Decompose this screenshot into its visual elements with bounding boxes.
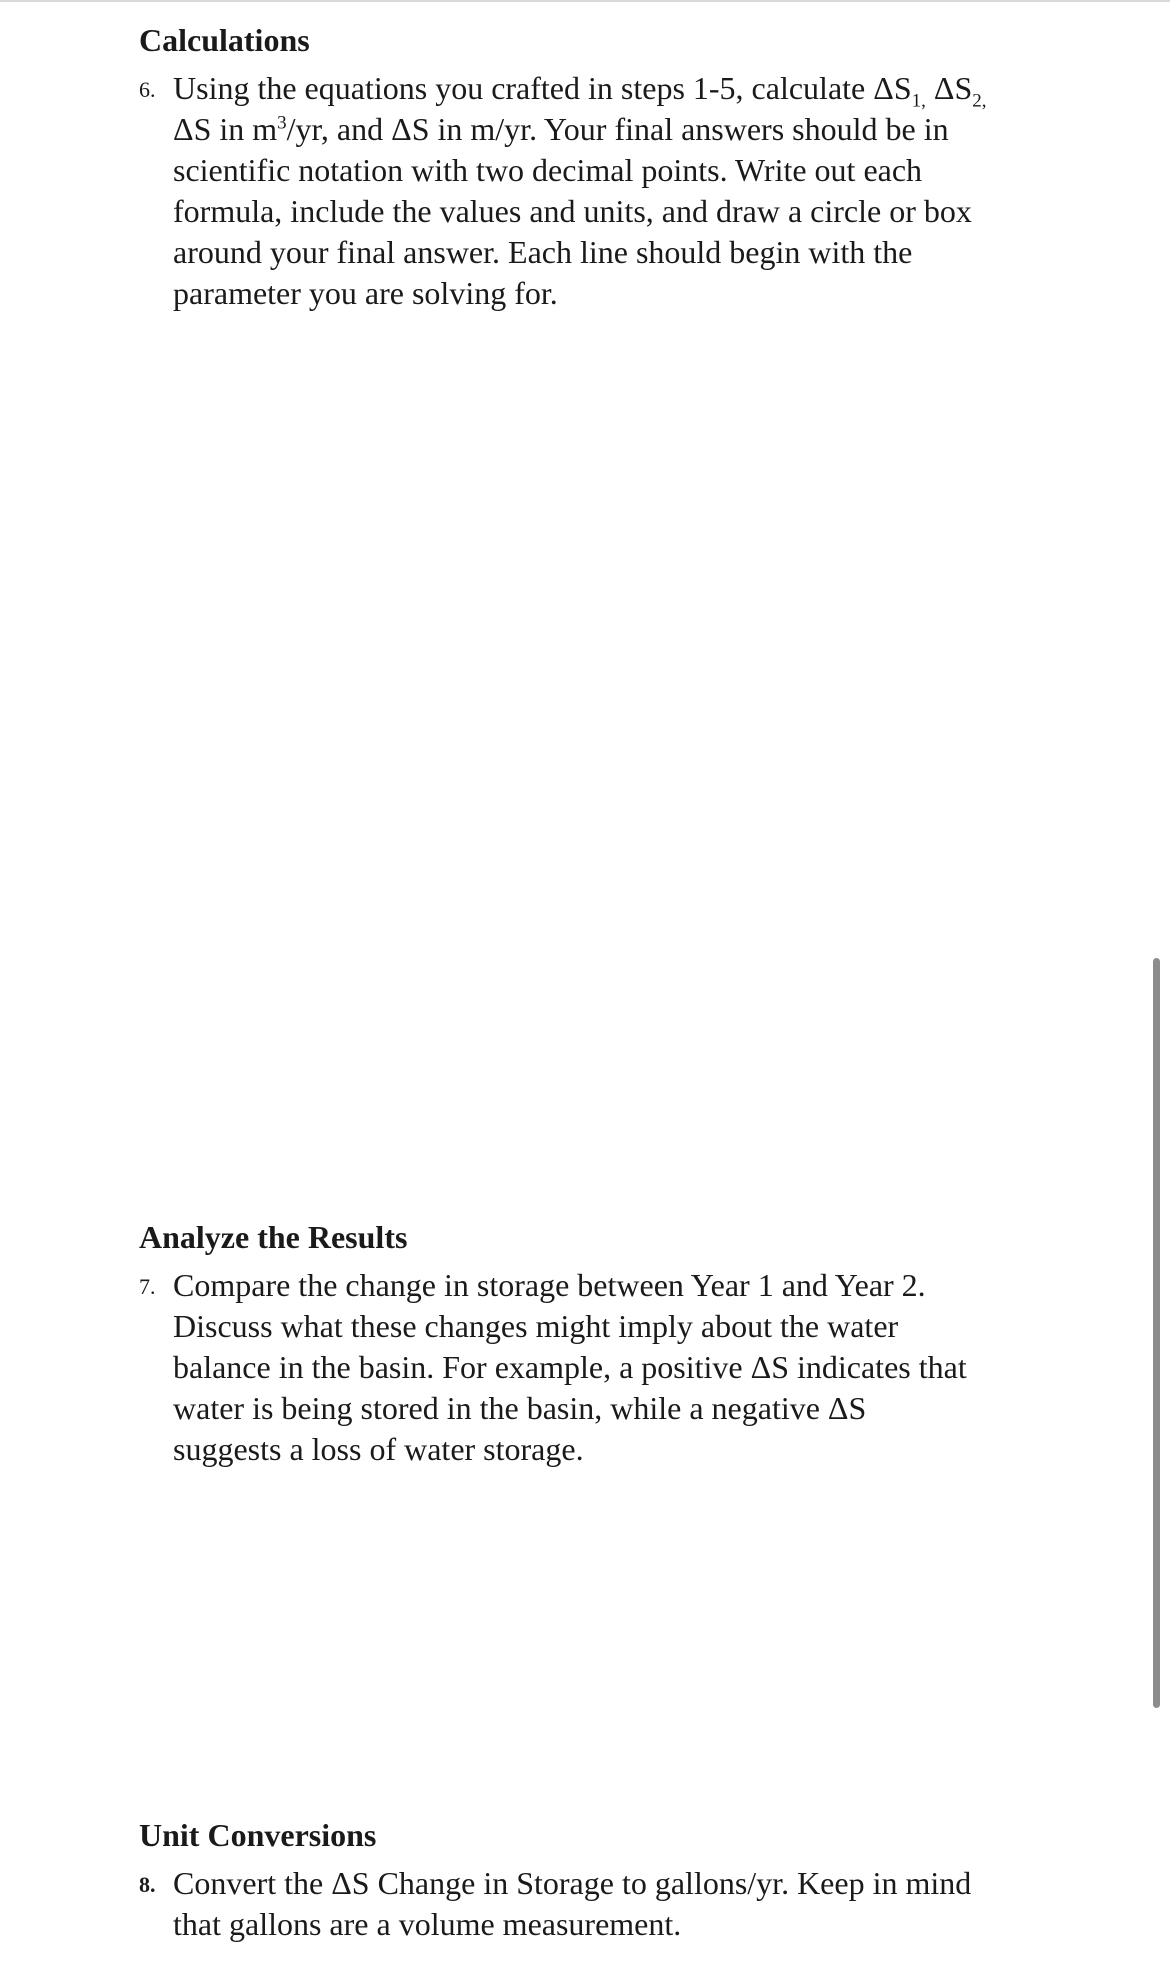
subscript-2: 2,: [972, 90, 987, 112]
question-7-line-1: Compare the change in storage between Year 1 and Year 2.: [173, 1267, 926, 1303]
question-8: [139, 1863, 1039, 1945]
question-7-line-2: Discuss what these changes might imply about the water: [173, 1308, 899, 1344]
vertical-scrollbar[interactable]: [1153, 958, 1160, 1708]
question-6: [139, 68, 1039, 314]
question-6-line-2-pre: ΔS in m: [173, 111, 278, 147]
question-6-line-2: [173, 109, 1039, 150]
top-divider: [0, 0, 1170, 2]
question-7-line-5: suggests a loss of water storage.: [173, 1431, 584, 1467]
question-7: [139, 1265, 1039, 1470]
analyze-heading: Analyze the Results: [139, 1219, 408, 1255]
question-7-number: 7.: [139, 1274, 156, 1299]
question-6-line-1-mid: ΔS: [925, 70, 973, 106]
unit-conversions-section: [139, 1815, 1039, 1945]
question-6-line-1: [173, 68, 1039, 112]
question-7-line-3: balance in the basin. For example, a positive ΔS indicates that: [173, 1349, 967, 1385]
question-8-line-2: that gallons are a volume measurement.: [173, 1906, 682, 1942]
question-6-line-6: parameter you are solving for.: [173, 275, 558, 311]
question-7-line-4: water is being stored in the basin, while a negative ΔS: [173, 1390, 867, 1426]
unit-conversions-heading: Unit Conversions: [139, 1817, 377, 1853]
subscript-1: 1,: [911, 90, 926, 112]
question-6-line-2-post: /yr, and ΔS in m/yr. Your final answers should be in: [286, 111, 949, 147]
question-6-line-5: around your final answer. Each line should begin with the: [173, 234, 913, 270]
question-6-number: 6.: [139, 77, 156, 102]
question-6-line-3: scientific notation with two decimal points. Write out each: [173, 152, 923, 188]
analyze-section: [139, 1217, 1039, 1470]
superscript-3: 3: [277, 112, 287, 134]
calculations-heading: Calculations: [139, 22, 310, 58]
question-8-number: 8.: [139, 1872, 156, 1897]
question-6-line-4: formula, include the values and units, and draw a circle or box: [173, 193, 972, 229]
question-6-line-1-text: Using the equations you crafted in steps 1-5, calculate ΔS: [173, 70, 912, 106]
question-8-line-1: Convert the ΔS Change in Storage to gallons/yr. Keep in mind: [173, 1865, 972, 1901]
calculations-section: [139, 20, 1039, 314]
